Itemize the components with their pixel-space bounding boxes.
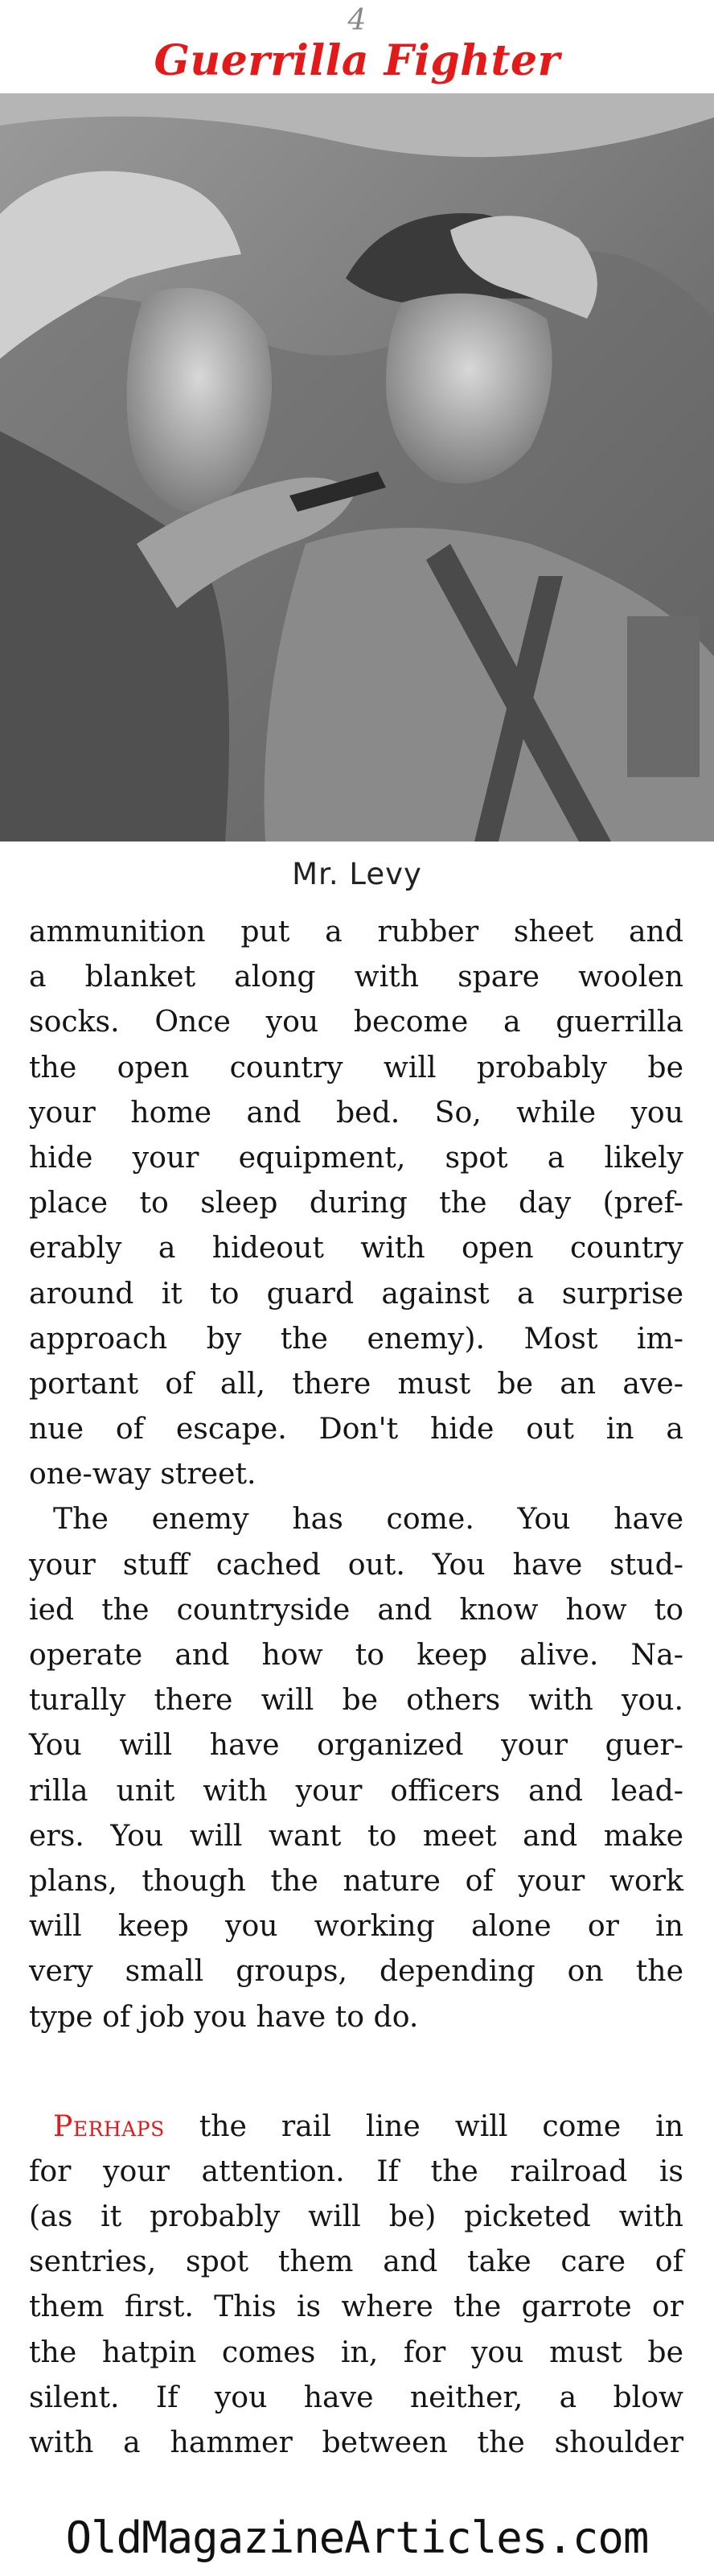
text-line: The enemy has come. You have: [53, 1501, 683, 1537]
text-line: hide your equipment, spot a likely: [29, 1139, 683, 1175]
text-line: type of job you have to do.: [29, 1998, 419, 2034]
text-line: them first. This is where the garrote or: [29, 2289, 683, 2324]
text-line: operate and how to keep alive. Na-: [29, 1637, 683, 1672]
page-number: 4: [347, 4, 367, 37]
text-line: very small groups, depending on the: [29, 1953, 683, 1989]
site-footer: OldMagazineArticles.com: [65, 2512, 649, 2563]
text-line: [29, 2104, 683, 2149]
lead-line-rest: the rail line will come in: [199, 2108, 683, 2143]
text-line: place to sleep during the day (pref-: [29, 1185, 683, 1220]
text-line: ers. You will want to meet and make: [29, 1817, 683, 1853]
text-line: nue of escape. Don't hide out in a: [29, 1411, 683, 1446]
text-line: erably a hideout with open country: [29, 1230, 683, 1265]
text-line: approach by the enemy). Most im-: [29, 1320, 683, 1356]
text-line: the open country will probably be: [29, 1049, 683, 1084]
paragraph-3: [29, 2104, 683, 2466]
text-line: silent. If you have neither, a blow: [29, 2379, 683, 2414]
article-photo: [0, 93, 714, 842]
lead-word: Perhaps: [53, 2108, 165, 2143]
paragraph-1: [29, 909, 683, 1496]
text-line: socks. Once you become a guerrilla: [29, 1004, 683, 1039]
text-line: a blanket along with spare woolen: [29, 959, 683, 994]
text-line: with a hammer between the shoulder: [29, 2425, 683, 2459]
article-body: [29, 909, 683, 2465]
article-title: Guerrilla Fighter: [154, 36, 560, 85]
text-line: portant of all, there must be an ave-: [29, 1365, 683, 1401]
text-line: You will have organized your guer-: [29, 1727, 683, 1763]
photo-caption: Mr. Levy: [292, 857, 422, 891]
text-line: plans, though the nature of your work: [29, 1862, 683, 1898]
text-line: one-way street.: [29, 1456, 256, 1492]
text-line: sentries, spot them and take care of: [29, 2244, 683, 2279]
text-line: will keep you working alone or in: [29, 1908, 683, 1944]
text-line: the hatpin comes in, for you must be: [29, 2334, 683, 2369]
text-line: for your attention. If the railroad is: [29, 2153, 683, 2188]
text-line: your stuff cached out. You have stud-: [29, 1546, 683, 1582]
text-line: around it to guard against a surprise: [29, 1275, 683, 1311]
text-line: turally there will be others with you.: [29, 1682, 683, 1718]
photo-illustration: [0, 93, 714, 842]
text-line: your home and bed. So, while you: [29, 1094, 683, 1130]
text-line: ied the countryside and know how to: [29, 1591, 683, 1627]
text-line: rilla unit with your officers and lead-: [29, 1772, 683, 1808]
paragraph-2: [29, 1496, 683, 2039]
text-line: ammunition put a rubber sheet and: [29, 914, 683, 949]
text-line: (as it probably will be) picketed with: [29, 2199, 683, 2234]
